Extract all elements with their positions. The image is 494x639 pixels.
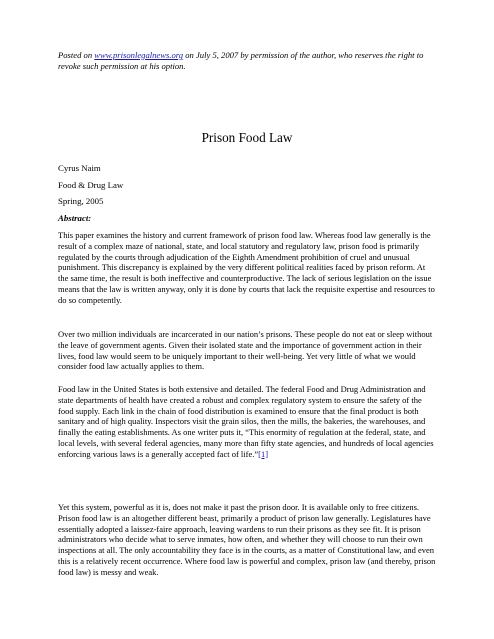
body-paragraph-2-text: Food law in the United States is both extensive and detailed. The federal Food and Drug Administration and state departments of health have created a robust and complex regulatory system to ensure the safety of the food supply. Each link in the chain of food distribution is examined to ensure that the final product is both sanitary and of high quality. Inspectors visit the grain silos, then the mills, the bakeries, the warehouses, and finally the eating establishments. As one writer puts it, “This enormity of regulation at the federal, state, and local levels, with several federal agencies, many more than fifty state agencies, and hundreds of local agencies enforcing various laws is a generally accepted fact of life.” <box>58 384 434 459</box>
body-paragraph-1: Over two million individuals are incarcerated in our nation’s prisons. These people do not eat or sleep without the leave of government agents. Given their isolated state and the importance of government action in their lives, food law would seem to be uniquely important to their well-being. Yet very little of what we would consider food law actually applies to them. <box>58 329 433 372</box>
posting-notice <box>58 50 436 72</box>
notice-prefix: Posted on <box>58 50 95 60</box>
abstract-paragraph: This paper examines the history and current framework of prison food law. Whereas food law generally is the result of a complex maze of national, state, and local statutory and regulatory law, prison food is primarily regulated by the courts through adjudication of the Eighth Amendment prohibition of cruel and unusual punishment. This discrepancy is explained by the very different political realities faced by prison reform. At the same time, the result is both ineffective and counterproductive. The lack of serious legislation on the issue means that the law is written anyway, only it is done by courts that lack the requisite expertise and resources to do so competently. <box>58 230 435 305</box>
notice-suffix: on July 5, 2007 by permission of the author, who reserves the right to revoke such permission at his option. <box>58 50 424 71</box>
document-title: Prison Food Law <box>201 130 293 145</box>
footnote-link[interactable]: [1] <box>258 448 269 459</box>
body-paragraph-2 <box>58 384 436 459</box>
document-page <box>58 50 436 577</box>
term: Spring, 2005 <box>58 196 104 206</box>
prisonlegalnews-link[interactable]: www.prisonlegalnews.org <box>94 50 184 60</box>
author-name: Cyrus Naim <box>58 163 101 173</box>
course-name: Food & Drug Law <box>58 180 124 190</box>
abstract-heading: Abstract: <box>58 213 92 223</box>
body-paragraph-3: Yet this system, powerful as it is, does not make it past the prison door. It is available only to free citizens. Prison food law is an altogether different beast, primarily a product of prison law generally. Legislatures have essentially adopted a laissez-faire approach, leaving wardens to run their prisons as they see fit. It is prison administrators who decide what to serve inmates, how often, and whether they will choose to run their own inspections at all. The only accountability they face is in the courts, as a matter of Constitutional law, and even this is a relatively recent occurrence. Where food law is powerful and complex, prison law (and thereby, prison food law) is messy and weak. <box>58 502 436 577</box>
